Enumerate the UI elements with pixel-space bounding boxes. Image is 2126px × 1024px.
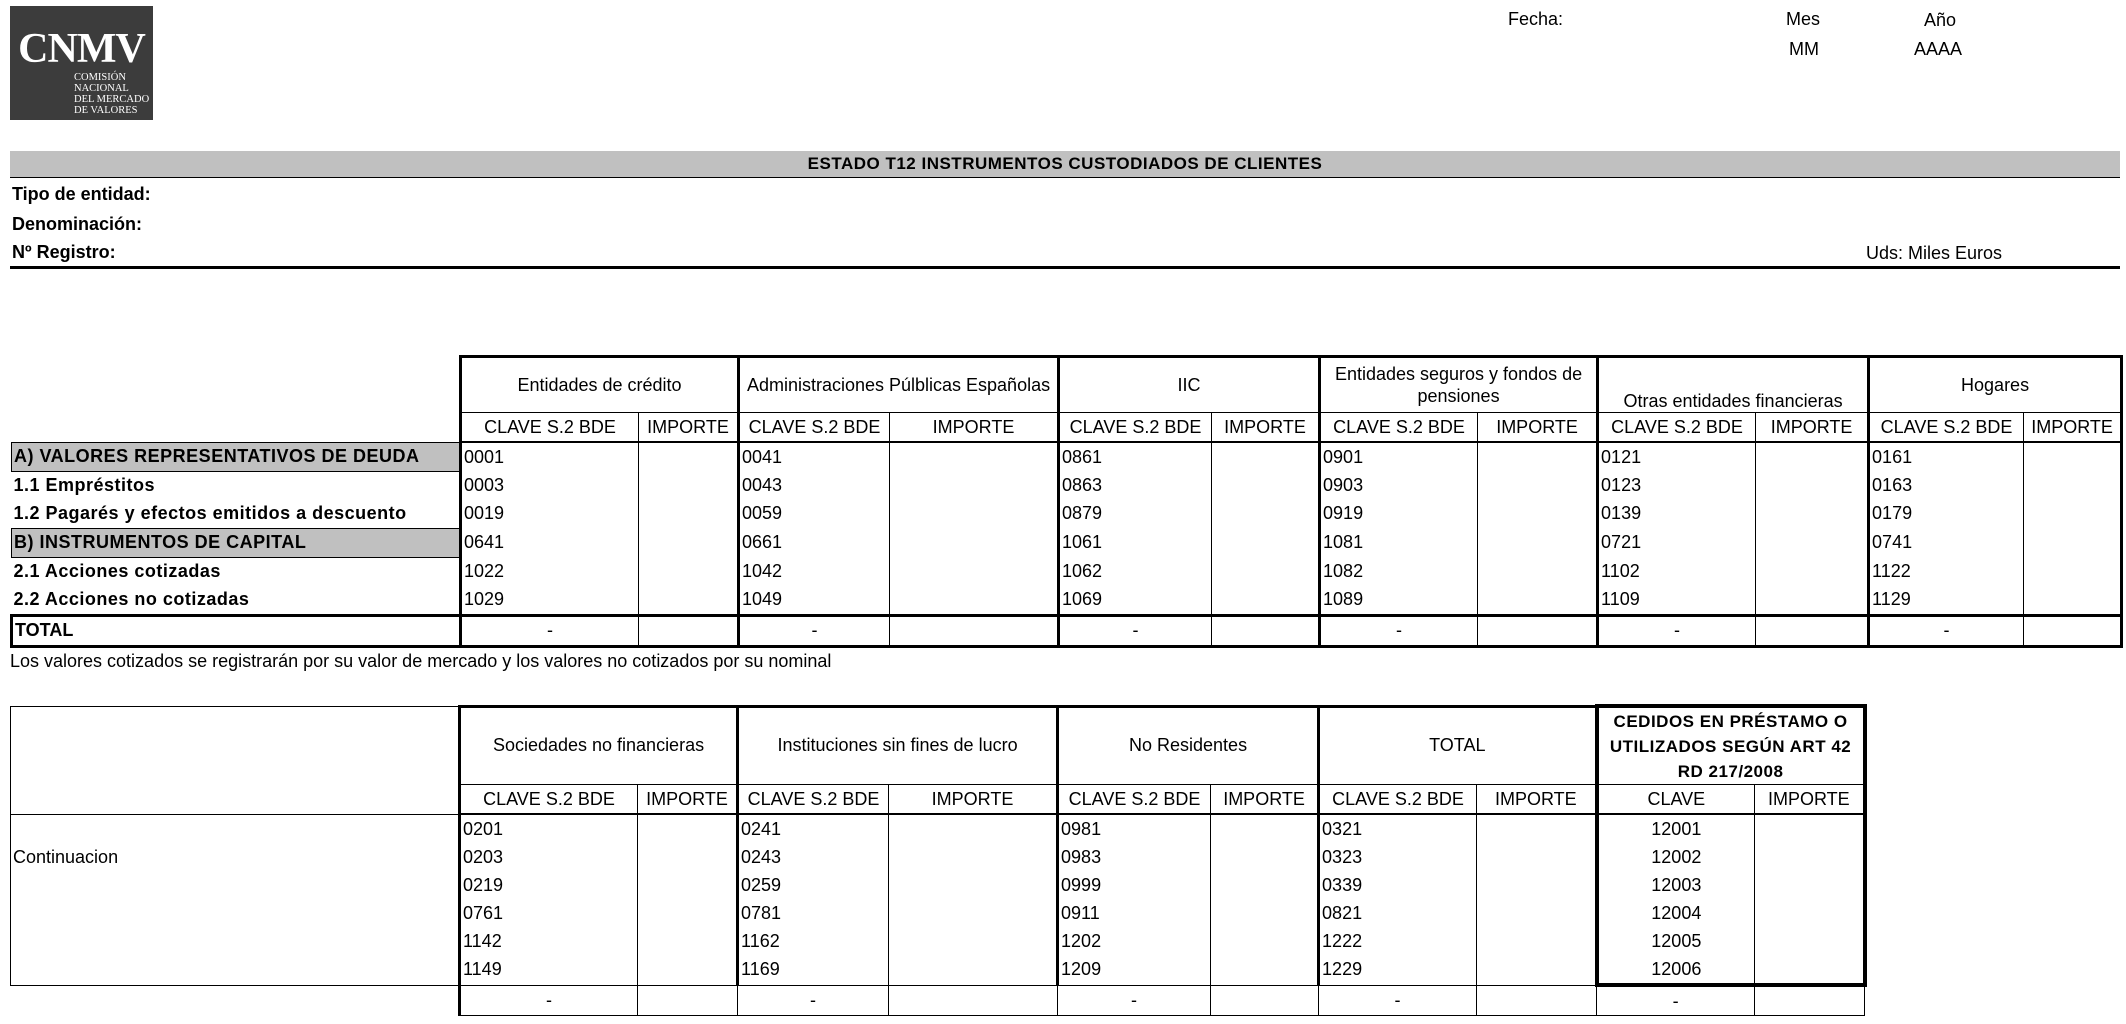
logo-line: DEL MERCADO bbox=[74, 94, 150, 105]
subheader-clave: CLAVE S.2 BDE bbox=[1320, 413, 1478, 443]
importe-cell[interactable] bbox=[1477, 927, 1597, 955]
subheader-importe: IMPORTE bbox=[889, 785, 1058, 815]
registro-label: Nº Registro: bbox=[12, 242, 116, 262]
group-header: IIC bbox=[1059, 357, 1320, 413]
total-value: - bbox=[739, 615, 890, 646]
importe-cell[interactable] bbox=[889, 955, 1058, 985]
importe-cell[interactable] bbox=[1212, 528, 1320, 557]
group-header: Hogares bbox=[1869, 357, 2122, 413]
importe-cell[interactable] bbox=[2024, 442, 2122, 471]
importe-cell[interactable] bbox=[1756, 557, 1869, 586]
total-label: TOTAL bbox=[12, 615, 461, 646]
subheader-clave: CLAVE S.2 BDE bbox=[1598, 413, 1756, 443]
table-row bbox=[12, 528, 2122, 557]
subheader-clave: CLAVE S.2 BDE bbox=[461, 413, 639, 443]
code-cell: 1049 bbox=[739, 586, 890, 616]
valuation-note: Los valores cotizados se registrarán por su valor de mercado y los valores no cotizados por su nominal bbox=[10, 651, 832, 671]
code-cell: 0821 bbox=[1319, 899, 1477, 927]
code-cell: 0901 bbox=[1320, 442, 1478, 471]
subheader-clave: CLAVE S.2 BDE bbox=[1319, 785, 1477, 815]
row-label: A) VALORES REPRESENTATIVOS DE DEUDA bbox=[12, 442, 461, 471]
importe-cell[interactable] bbox=[1477, 955, 1597, 985]
importe-cell[interactable] bbox=[890, 528, 1059, 557]
importe-cell[interactable] bbox=[1478, 500, 1598, 529]
subheader-clave: CLAVE bbox=[1597, 785, 1755, 815]
row-label: 2.2 Acciones no cotizadas bbox=[12, 586, 461, 616]
tipo-entidad-label: Tipo de entidad: bbox=[12, 184, 151, 204]
code-cell: 0243 bbox=[738, 843, 889, 871]
code-cell: 1042 bbox=[739, 557, 890, 586]
importe-cell[interactable] bbox=[1211, 927, 1319, 955]
subheader-clave: CLAVE S.2 BDE bbox=[738, 785, 889, 815]
importe-cell[interactable] bbox=[1756, 471, 1869, 500]
code-cell: 0241 bbox=[738, 814, 889, 843]
importe-cell[interactable] bbox=[1212, 442, 1320, 471]
importe-cell[interactable] bbox=[2024, 557, 2122, 586]
total-importe[interactable] bbox=[1756, 615, 1869, 646]
code-cell: 0903 bbox=[1320, 471, 1478, 500]
code-cell: 1169 bbox=[738, 955, 889, 985]
importe-cell[interactable] bbox=[889, 899, 1058, 927]
code-cell: 1069 bbox=[1059, 586, 1212, 616]
importe-cell[interactable] bbox=[639, 586, 739, 616]
subheader-importe: IMPORTE bbox=[890, 413, 1059, 443]
total-value: - bbox=[1320, 615, 1478, 646]
corner-cell bbox=[12, 413, 461, 443]
total-importe[interactable] bbox=[1212, 615, 1320, 646]
importe-cell[interactable] bbox=[1478, 442, 1598, 471]
code-cell: 0323 bbox=[1319, 843, 1477, 871]
total-value: - bbox=[1869, 615, 2024, 646]
importe-cell[interactable] bbox=[1756, 586, 1869, 616]
code-cell: 1029 bbox=[461, 586, 639, 616]
importe-cell[interactable] bbox=[889, 927, 1058, 955]
importe-cell[interactable] bbox=[639, 442, 739, 471]
importe-cell[interactable] bbox=[1211, 871, 1319, 899]
importe-cell[interactable] bbox=[1755, 927, 1865, 955]
total-value: - bbox=[461, 615, 639, 646]
importe-cell[interactable] bbox=[889, 843, 1058, 871]
subheader-clave: CLAVE S.2 BDE bbox=[1059, 413, 1212, 443]
report-title: ESTADO T12 INSTRUMENTOS CUSTODIADOS DE CLIENTES bbox=[10, 151, 2120, 178]
subheader-clave: CLAVE S.2 BDE bbox=[1058, 785, 1211, 815]
total-importe[interactable] bbox=[1755, 985, 1865, 1016]
subheader-importe: IMPORTE bbox=[1755, 785, 1865, 815]
code-cell: 0163 bbox=[1869, 471, 2024, 500]
total-importe[interactable] bbox=[2024, 615, 2122, 646]
importe-cell[interactable] bbox=[2024, 500, 2122, 529]
importe-cell[interactable] bbox=[1477, 814, 1597, 843]
code-cell: 0121 bbox=[1598, 442, 1756, 471]
group-header: Administraciones Púlblicas Españolas bbox=[739, 357, 1059, 413]
importe-cell[interactable] bbox=[890, 442, 1059, 471]
total-importe[interactable] bbox=[1211, 985, 1319, 1016]
code-cell: 0321 bbox=[1319, 814, 1477, 843]
code-cell: 0781 bbox=[738, 899, 889, 927]
total-importe[interactable] bbox=[638, 985, 738, 1016]
custody-table-continuation bbox=[10, 704, 1867, 1016]
code-cell: 0179 bbox=[1869, 500, 2024, 529]
group-header: Otras entidades financieras bbox=[1598, 357, 1869, 413]
code-cell: 0201 bbox=[460, 814, 638, 843]
code-cell: 0019 bbox=[461, 500, 639, 529]
subheader-clave: CLAVE S.2 BDE bbox=[460, 785, 638, 815]
importe-cell[interactable] bbox=[1211, 899, 1319, 927]
code-cell: 0123 bbox=[1598, 471, 1756, 500]
row-label: B) INSTRUMENTOS DE CAPITAL bbox=[12, 528, 461, 557]
total-value: - bbox=[1319, 985, 1477, 1016]
code-cell: 0339 bbox=[1319, 871, 1477, 899]
importe-cell[interactable] bbox=[1478, 586, 1598, 616]
code-cell: 0911 bbox=[1058, 899, 1211, 927]
importe-cell[interactable] bbox=[1477, 899, 1597, 927]
clave-cell: 12005 bbox=[1597, 927, 1755, 955]
code-cell: 0983 bbox=[1058, 843, 1211, 871]
importe-cell[interactable] bbox=[1478, 528, 1598, 557]
cedidos-header: CEDIDOS EN PRÉSTAMO O UTILIZADOS SEGÚN ART 42 RD 217/2008 bbox=[1597, 706, 1865, 785]
units-label: Uds: Miles Euros bbox=[1866, 243, 2003, 263]
ano-format: AAAA bbox=[1914, 39, 1963, 59]
clave-cell: 12003 bbox=[1597, 871, 1755, 899]
importe-cell[interactable] bbox=[1212, 557, 1320, 586]
total-value: - bbox=[738, 985, 889, 1016]
subheader-clave: CLAVE S.2 BDE bbox=[1869, 413, 2024, 443]
importe-cell[interactable] bbox=[1755, 871, 1865, 899]
importe-cell[interactable] bbox=[1477, 843, 1597, 871]
row-label: 1.1 Empréstitos bbox=[12, 471, 461, 500]
code-cell: 1202 bbox=[1058, 927, 1211, 955]
importe-cell[interactable] bbox=[2024, 528, 2122, 557]
code-cell: 0863 bbox=[1059, 471, 1212, 500]
code-cell: 1229 bbox=[1319, 955, 1477, 985]
importe-cell[interactable] bbox=[890, 471, 1059, 500]
importe-cell[interactable] bbox=[1756, 500, 1869, 529]
code-cell: 0001 bbox=[461, 442, 639, 471]
total-importe[interactable] bbox=[639, 615, 739, 646]
code-cell: 1089 bbox=[1320, 586, 1478, 616]
custody-table-main bbox=[10, 355, 2123, 648]
group-header: Entidades seguros y fondos de pensiones bbox=[1320, 357, 1598, 413]
code-cell: 0741 bbox=[1869, 528, 2024, 557]
importe-cell[interactable] bbox=[1212, 471, 1320, 500]
code-cell: 0981 bbox=[1058, 814, 1211, 843]
importe-cell[interactable] bbox=[639, 528, 739, 557]
code-cell: 0641 bbox=[461, 528, 639, 557]
code-cell: 0161 bbox=[1869, 442, 2024, 471]
corner-cell bbox=[12, 357, 461, 413]
importe-cell[interactable] bbox=[2024, 471, 2122, 500]
total-value: - bbox=[1597, 985, 1755, 1016]
table-row bbox=[12, 442, 2122, 471]
logo-subtitle bbox=[74, 72, 149, 116]
importe-cell[interactable] bbox=[639, 471, 739, 500]
importe-cell[interactable] bbox=[1211, 814, 1319, 843]
mes-label: Mes bbox=[1786, 9, 1821, 29]
code-cell: 0721 bbox=[1598, 528, 1756, 557]
importe-cell[interactable] bbox=[638, 843, 738, 871]
code-cell: 0919 bbox=[1320, 500, 1478, 529]
clave-cell: 12006 bbox=[1597, 955, 1755, 985]
subheader-importe: IMPORTE bbox=[1212, 413, 1320, 443]
importe-cell[interactable] bbox=[1211, 955, 1319, 985]
importe-cell[interactable] bbox=[890, 500, 1059, 529]
code-cell: 1109 bbox=[1598, 586, 1756, 616]
code-cell: 0879 bbox=[1059, 500, 1212, 529]
table-row bbox=[11, 814, 1865, 843]
corner-cell bbox=[11, 706, 460, 785]
subheader-importe: IMPORTE bbox=[1478, 413, 1598, 443]
code-cell: 1061 bbox=[1059, 528, 1212, 557]
code-cell: 0041 bbox=[739, 442, 890, 471]
ano-label: Año bbox=[1924, 10, 1957, 30]
group-header: TOTAL bbox=[1319, 706, 1597, 785]
code-cell: 0003 bbox=[461, 471, 639, 500]
logo-wordmark: CNMV bbox=[18, 26, 145, 72]
code-cell: 0043 bbox=[739, 471, 890, 500]
code-cell: 0761 bbox=[460, 899, 638, 927]
total-value: - bbox=[1598, 615, 1756, 646]
subheader-importe: IMPORTE bbox=[639, 413, 739, 443]
subheader-importe: IMPORTE bbox=[2024, 413, 2122, 443]
code-cell: 1209 bbox=[1058, 955, 1211, 985]
importe-cell[interactable] bbox=[889, 871, 1058, 899]
importe-cell[interactable] bbox=[1755, 814, 1865, 843]
importe-cell[interactable] bbox=[2024, 586, 2122, 616]
importe-cell[interactable] bbox=[638, 899, 738, 927]
importe-cell[interactable] bbox=[1212, 586, 1320, 616]
code-cell: 1162 bbox=[738, 927, 889, 955]
subheader-importe: IMPORTE bbox=[1756, 413, 1869, 443]
table-row bbox=[12, 471, 2122, 500]
total-importe[interactable] bbox=[1478, 615, 1598, 646]
mes-format: MM bbox=[1789, 39, 1819, 59]
group-header: Entidades de crédito bbox=[461, 357, 739, 413]
importe-cell[interactable] bbox=[1211, 843, 1319, 871]
importe-cell[interactable] bbox=[890, 557, 1059, 586]
importe-cell[interactable] bbox=[1755, 955, 1865, 985]
importe-cell[interactable] bbox=[1755, 843, 1865, 871]
clave-cell: 12004 bbox=[1597, 899, 1755, 927]
importe-cell[interactable] bbox=[1756, 442, 1869, 471]
code-cell: 1102 bbox=[1598, 557, 1756, 586]
logo-line: NACIONAL bbox=[74, 83, 129, 94]
importe-cell[interactable] bbox=[1477, 871, 1597, 899]
table-row bbox=[12, 586, 2122, 616]
code-cell: 1082 bbox=[1320, 557, 1478, 586]
code-cell: 0259 bbox=[738, 871, 889, 899]
importe-cell[interactable] bbox=[638, 814, 738, 843]
code-cell: 1062 bbox=[1059, 557, 1212, 586]
code-cell: 1142 bbox=[460, 927, 638, 955]
importe-cell[interactable] bbox=[638, 871, 738, 899]
total-importe[interactable] bbox=[889, 985, 1058, 1016]
code-cell: 1081 bbox=[1320, 528, 1478, 557]
code-cell: 1122 bbox=[1869, 557, 2024, 586]
importe-cell[interactable] bbox=[1755, 899, 1865, 927]
importe-cell[interactable] bbox=[1212, 500, 1320, 529]
header-rule bbox=[10, 266, 2120, 269]
code-cell: 1129 bbox=[1869, 586, 2024, 616]
importe-cell[interactable] bbox=[1478, 471, 1598, 500]
subheader-importe: IMPORTE bbox=[1211, 785, 1319, 815]
importe-cell[interactable] bbox=[890, 586, 1059, 616]
code-cell: 0203 bbox=[460, 843, 638, 871]
cnmv-logo bbox=[10, 6, 153, 120]
code-cell: 0661 bbox=[739, 528, 890, 557]
code-cell: 0059 bbox=[739, 500, 890, 529]
importe-cell[interactable] bbox=[638, 927, 738, 955]
code-cell: 0139 bbox=[1598, 500, 1756, 529]
denominacion-label: Denominación: bbox=[12, 214, 143, 234]
total-value: - bbox=[1059, 615, 1212, 646]
total-row bbox=[11, 985, 1865, 1016]
row-label: 1.2 Pagarés y efectos emitidos a descuento bbox=[12, 500, 461, 529]
total-value: - bbox=[460, 985, 638, 1016]
total-value: - bbox=[1058, 985, 1211, 1016]
importe-cell[interactable] bbox=[889, 814, 1058, 843]
importe-cell[interactable] bbox=[639, 500, 739, 529]
group-header: Sociedades no financieras bbox=[460, 706, 738, 785]
subheader-importe: IMPORTE bbox=[1477, 785, 1597, 815]
code-cell: 0219 bbox=[460, 871, 638, 899]
fecha-label: Fecha: bbox=[1508, 9, 1564, 29]
importe-cell[interactable] bbox=[1756, 528, 1869, 557]
code-cell: 0999 bbox=[1058, 871, 1211, 899]
total-importe[interactable] bbox=[890, 615, 1059, 646]
clave-cell: 12002 bbox=[1597, 843, 1755, 871]
importe-cell[interactable] bbox=[1478, 557, 1598, 586]
table-row bbox=[12, 557, 2122, 586]
clave-cell: 12001 bbox=[1597, 814, 1755, 843]
code-cell: 1222 bbox=[1319, 927, 1477, 955]
subheader-clave: CLAVE S.2 BDE bbox=[739, 413, 890, 443]
logo-line: DE VALORES bbox=[74, 105, 138, 116]
table-row bbox=[12, 500, 2122, 529]
row-label: 2.1 Acciones cotizadas bbox=[12, 557, 461, 586]
total-spacer bbox=[11, 985, 460, 1016]
group-header: Instituciones sin fines de lucro bbox=[738, 706, 1058, 785]
code-cell: 1022 bbox=[461, 557, 639, 586]
continuation-label: Continuacion bbox=[11, 814, 460, 985]
code-cell: 1149 bbox=[460, 955, 638, 985]
code-cell: 0861 bbox=[1059, 442, 1212, 471]
importe-cell[interactable] bbox=[639, 557, 739, 586]
total-row bbox=[12, 615, 2122, 646]
total-importe[interactable] bbox=[1477, 985, 1597, 1016]
subheader-importe: IMPORTE bbox=[638, 785, 738, 815]
logo-line: COMISIÓN bbox=[74, 72, 126, 83]
importe-cell[interactable] bbox=[638, 955, 738, 985]
corner-cell bbox=[11, 785, 460, 815]
group-header: No Residentes bbox=[1058, 706, 1319, 785]
